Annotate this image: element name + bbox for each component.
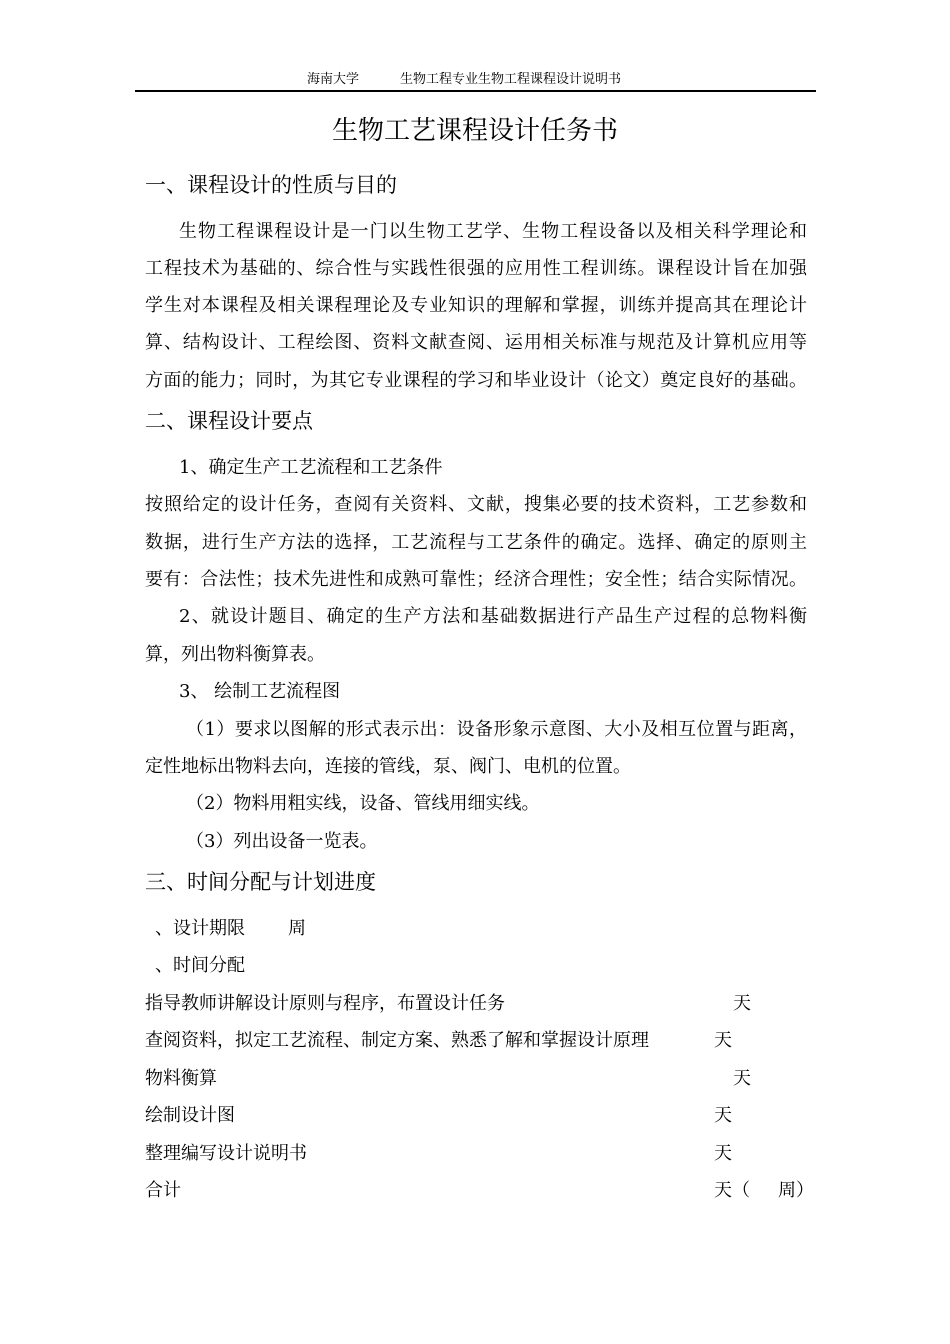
section2-item2-line: 算，列出物料衡算表。 xyxy=(145,644,325,665)
section1-line: 算、结构设计、工程绘图、资料文献查阅、运用相关标准与规范及计算机应用等 xyxy=(145,332,807,353)
section2-item3-sub1: 定性地标出物料去向，连接的管线，泵、阀门、电机的位置。 xyxy=(145,756,631,777)
section2-item1-title: 1、确定生产工艺流程和工艺条件 xyxy=(179,457,443,478)
schedule-row-unit: 天 xyxy=(714,1143,732,1164)
section1-line: 学生对本课程及相关课程理论及专业知识的理解和掌握，训练并提高其在理论计 xyxy=(145,295,807,316)
header-university: 海南大学 xyxy=(307,72,360,87)
schedule-row-task: 查阅资料，拟定工艺流程、制定方案、熟悉了解和掌握设计原理 xyxy=(145,1030,649,1051)
schedule-row-task: 整理编写设计说明书 xyxy=(145,1143,307,1164)
design-period-unit: 周 xyxy=(288,918,306,939)
section1-line: 方面的能力；同时，为其它专业课程的学习和毕业设计（论文）奠定良好的基础。 xyxy=(145,370,807,391)
time-allocation-label: 、时间分配 xyxy=(155,955,245,976)
section2-item3-title: 3、 绘制工艺流程图 xyxy=(179,681,341,702)
section1-heading: 一、课程设计的性质与目的 xyxy=(145,173,397,197)
section1-line: 工程技术为基础的、综合性与实践性很强的应用性工程训练。课程设计旨在加强 xyxy=(145,258,807,279)
section2-item1-line: 按照给定的设计任务，查阅有关资料、文献，搜集必要的技术资料，工艺参数和 xyxy=(145,494,807,515)
section2-item1-line: 数据，进行生产方法的选择，工艺流程与工艺条件的确定。选择、确定的原则主 xyxy=(145,532,807,553)
schedule-total-week: 周） xyxy=(778,1180,814,1201)
section2-item1-line: 要有：合法性；技术先进性和成熟可靠性；经济合理性；安全性；结合实际情况。 xyxy=(145,569,807,590)
section2-item3-sub3: （3）列出设备一览表。 xyxy=(186,831,378,852)
schedule-row-unit: 天 xyxy=(733,993,751,1014)
schedule-row-task: 绘制设计图 xyxy=(145,1105,235,1126)
section2-item2-line: 2、就设计题目、确定的生产方法和基础数据进行产品生产过程的总物料衡 xyxy=(179,606,807,627)
schedule-total-label: 合计 xyxy=(145,1180,181,1201)
section2-heading: 二、课程设计要点 xyxy=(145,409,313,433)
schedule-row-task: 指导教师讲解设计原则与程序，布置设计任务 xyxy=(145,993,505,1014)
header-subtitle: 生物工程专业生物工程课程设计说明书 xyxy=(400,72,622,87)
schedule-row-unit: 天 xyxy=(733,1068,751,1089)
schedule-row-unit: 天 xyxy=(714,1030,732,1051)
document-title: 生物工艺课程设计任务书 xyxy=(331,116,618,146)
design-period-label: 、设计期限 xyxy=(155,918,245,939)
section1-line: 生物工程课程设计是一门以生物工艺学、生物工程设备以及相关科学理论和 xyxy=(179,221,807,242)
schedule-row-task: 物料衡算 xyxy=(145,1068,217,1089)
schedule-row-unit: 天 xyxy=(714,1105,732,1126)
section2-item3-sub2: （2）物料用粗实线，设备、管线用细实线。 xyxy=(186,793,540,814)
page-header xyxy=(135,70,816,92)
section2-item3-sub1: （1）要求以图解的形式表示出：设备形象示意图、大小及相互位置与距离， xyxy=(186,719,807,740)
section3-heading: 三、时间分配与计划进度 xyxy=(145,870,376,894)
schedule-total-day: 天（ xyxy=(714,1180,750,1201)
